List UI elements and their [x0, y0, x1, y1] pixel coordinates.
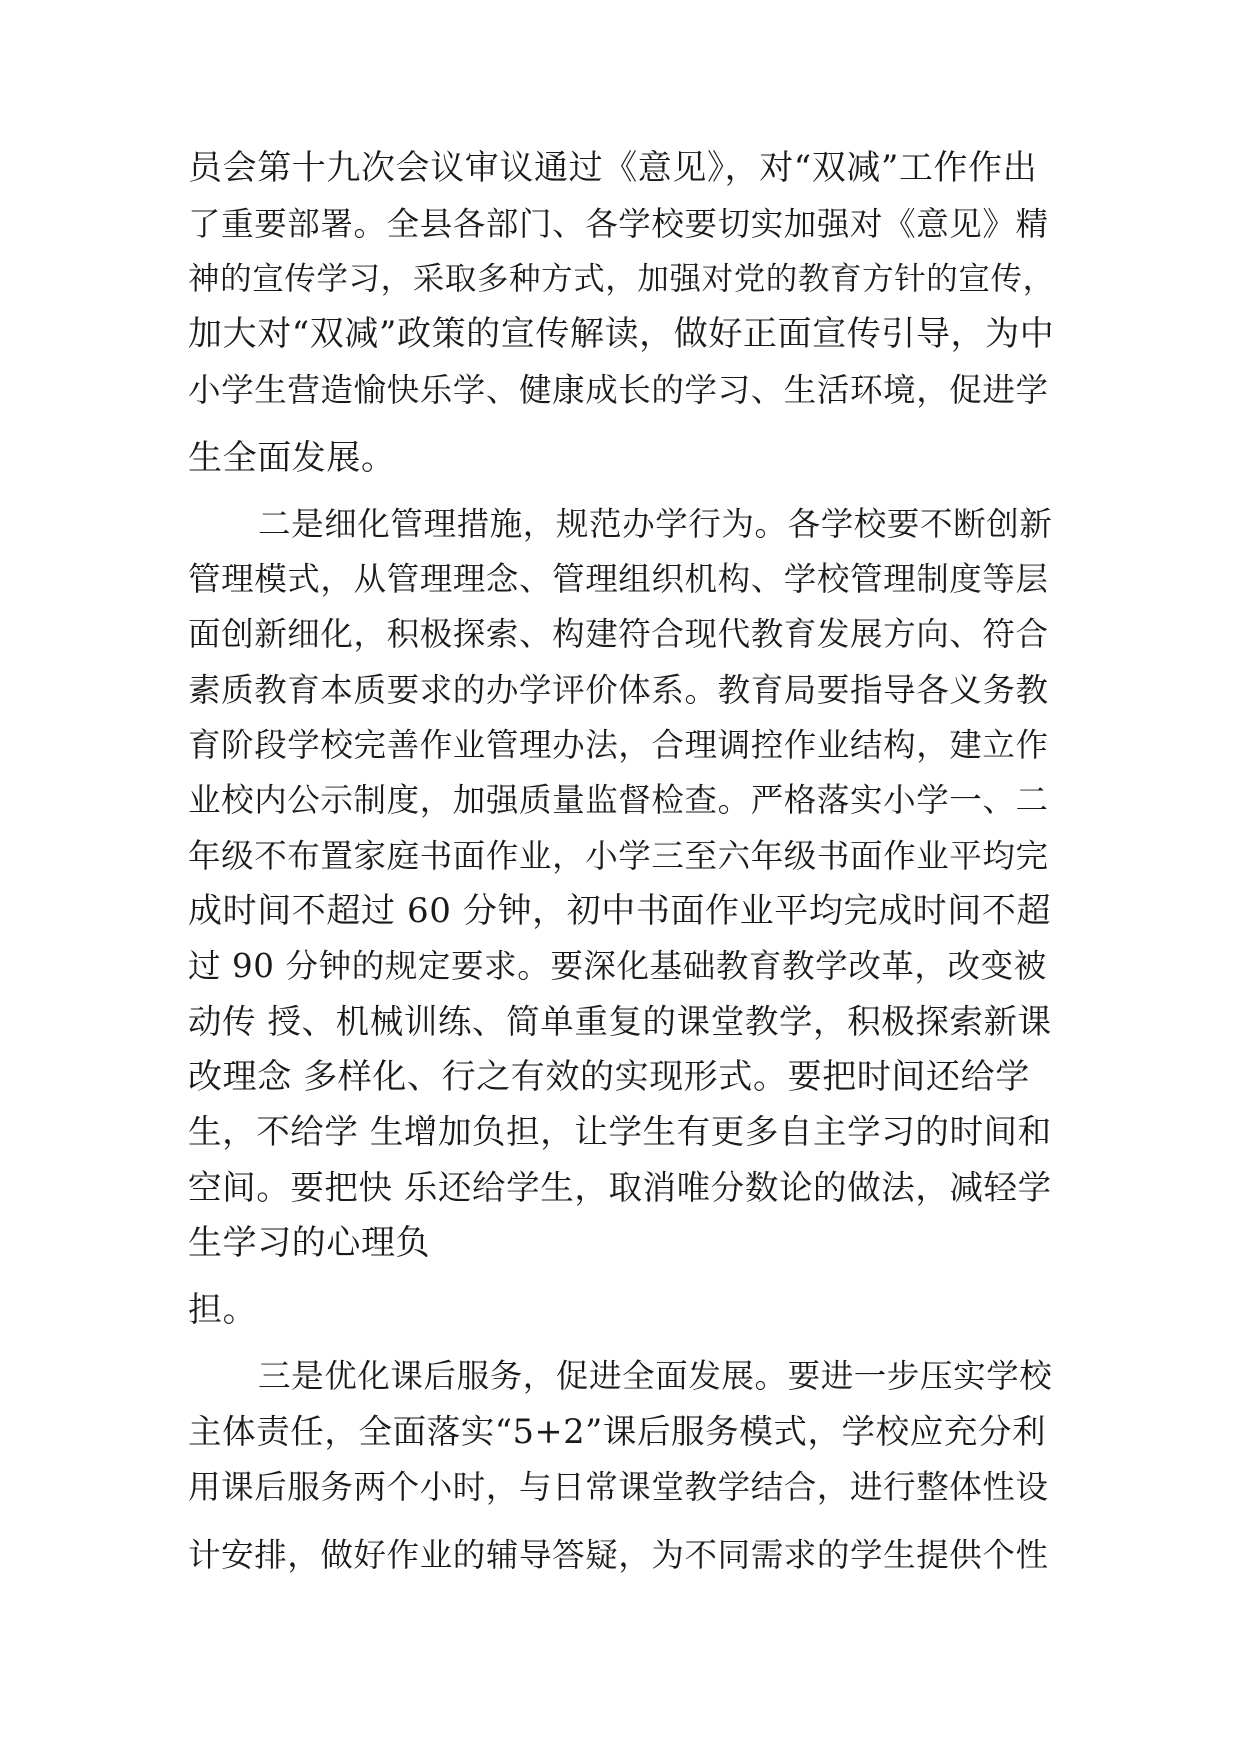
text-line: 加大对“双减”政策的宣传解读，做好正面宣传引导，为中	[188, 314, 1055, 354]
text-line: 业校内公示制度，加强质量监督检查。严格落实小学一、二	[188, 781, 1049, 819]
text-line: 面创新细化，积极探索、构建符合现代教育发展方向、符合	[188, 615, 1049, 653]
text-line: 空间。要把快 乐还给学生，取消唯分数论的做法，减轻学	[188, 1168, 1052, 1207]
text-line: 计安排，做好作业的辅导答疑，为不同需求的学生提供个性	[188, 1536, 1049, 1574]
text-line: 主体责任，全面落实“5+2”课后服务模式，学校应充分利	[188, 1412, 1047, 1451]
paragraph-first-line: 三是优化课后服务，促进全面发展。要进一步压实学校	[258, 1357, 1053, 1395]
text-line: 年级不布置家庭书面作业，小学三至六年级书面作业平均完	[188, 837, 1049, 875]
text-line: 过 90 分钟的规定要求。要深化基础教育教学改革，改变被	[188, 947, 1047, 985]
text-line: 成时间不超过 60 分钟，初中书面作业平均完成时间不超	[188, 891, 1052, 931]
paragraph-first-line: 二是细化管理措施，规范办学行为。各学校要不断创新	[258, 505, 1053, 543]
text-line: 动传 授、机械训练、简单重复的课堂教学，积极探索新课	[188, 1002, 1052, 1041]
text-line: 素质教育本质要求的办学评价体系。教育局要指导各义务教	[188, 671, 1049, 709]
text-line: 生，不给学 生增加负担，让学生有更多自主学习的时间和	[188, 1112, 1052, 1151]
text-line: 管理模式，从管理理念、管理组织机构、学校管理制度等层	[188, 560, 1049, 598]
text-line: 担。	[188, 1290, 258, 1330]
text-line: 生全面发展。	[188, 438, 396, 478]
text-line: 用课后服务两个小时，与日常课堂教学结合，进行整体性设	[188, 1468, 1049, 1506]
text-line: 改理念 多样化、行之有效的实现形式。要把时间还给学	[188, 1057, 1030, 1097]
text-line: 员会第十九次会议审议通过《意见》，对“双减”工作作出	[188, 148, 1038, 188]
text-line: 小学生营造愉快乐学、健康成长的学习、生活环境，促进学	[188, 371, 1049, 409]
text-line: 育阶段学校完善作业管理办法，合理调控作业结构，建立作	[188, 726, 1049, 764]
text-line: 生学习的心理负	[188, 1223, 431, 1263]
text-line: 了重要部署。全县各部门、各学校要切实加强对《意见》精	[188, 205, 1049, 243]
text-line: 神的宣传学习，采取多种方式，加强对党的教育方针的宣传，	[188, 261, 1055, 297]
